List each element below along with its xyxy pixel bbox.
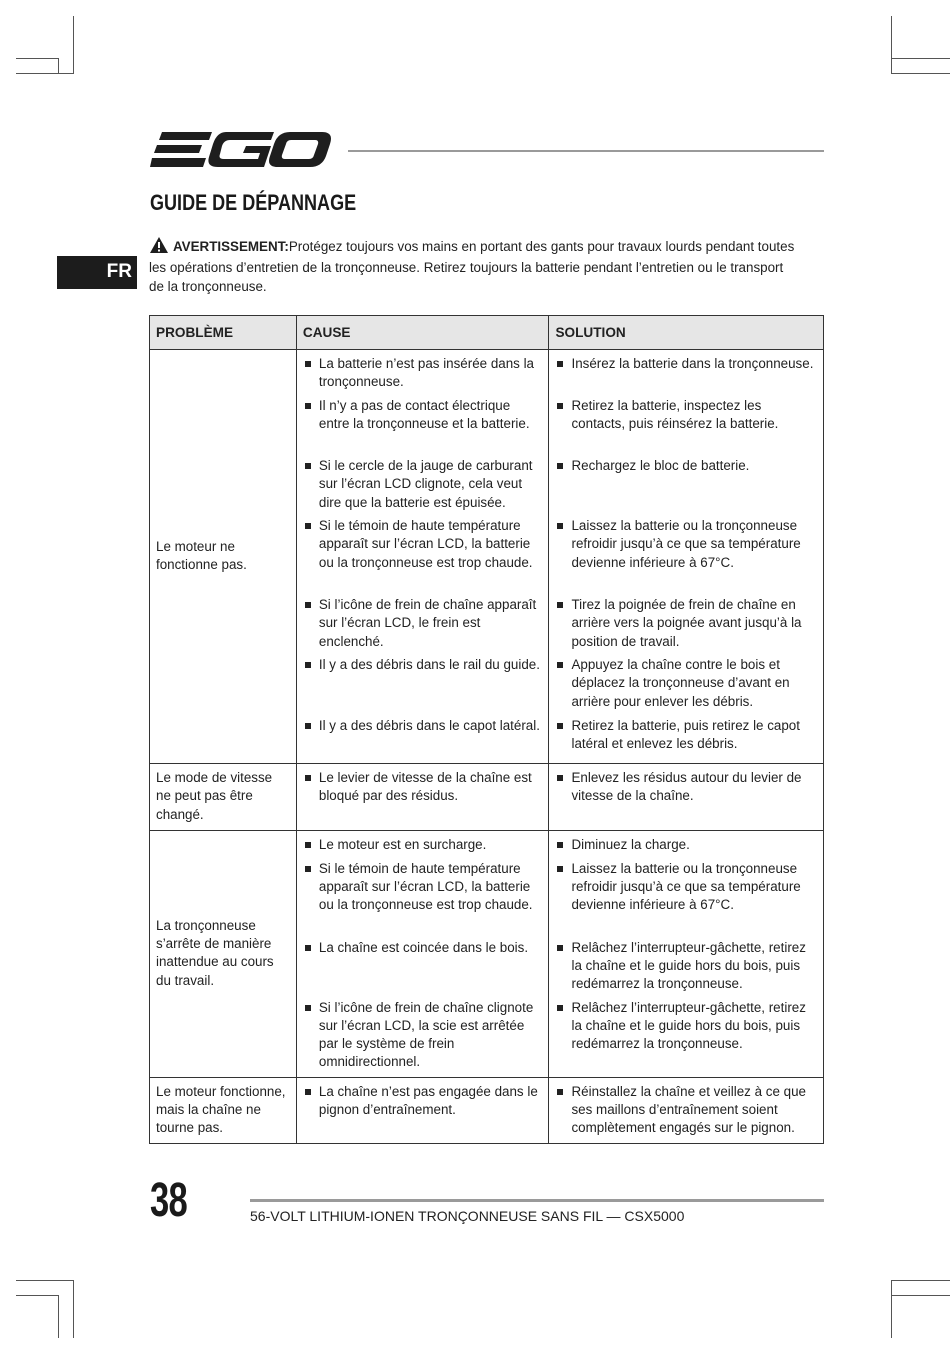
solution-cell [549,350,824,764]
footer-product-name: 56-VOLT LITHIUM-IONEN TRONÇONNEUSE SANS FIL — CSX5000 [250,1208,685,1224]
page-number: 38 [150,1174,188,1227]
list-item: Retirez la batterie, puis retirez le capot latéral et enlevez les débris. [555,717,817,757]
list-item: Réinstallez la chaîne et veillez à ce que ses maillons d’entraînement soient complètement engagés sur le pignon. [555,1083,817,1138]
crop-mark [16,73,74,74]
crop-mark [891,73,950,74]
cause-cell [296,830,549,1077]
solution-cell [549,830,824,1077]
cause-cell [296,1077,549,1144]
cause-cell [296,764,549,831]
list-item: Si l’icône de frein de chaîne clignote sur l’écran LCD, la scie est arrêtée par le système de frein omnidirectionnel. [303,999,543,1071]
crop-mark [58,1295,59,1338]
crop-mark [73,1280,74,1338]
problem-cell: Le moteur ne fonctionne pas. [150,350,297,764]
list-item: Retirez la batterie, inspectez les contacts, puis réinsérez la batterie. [555,397,817,457]
crop-mark [16,1295,58,1296]
list-item: Relâchez l’interrupteur-gâchette, retirez la chaîne et le guide hors du bois, puis redémarrez la tronçonneuse. [555,999,817,1071]
crop-mark [16,58,58,59]
crop-mark [58,58,59,74]
table-row [150,1077,824,1144]
list-item: Laissez la batterie ou la tronçonneuse refroidir jusqu’à ce que sa température devienne inférieure à 67°C. [555,860,817,939]
warning-label: AVERTISSEMENT: [173,239,289,254]
crop-mark [891,16,892,74]
crop-mark [73,16,74,74]
list-item: Diminuez la charge. [555,836,817,860]
crop-mark [891,1280,892,1338]
table-row [150,764,824,831]
list-item: La batterie n’est pas insérée dans la tronçonneuse. [303,355,543,397]
problem-cell: Le moteur fonctionne, mais la chaîne ne tourne pas. [150,1077,297,1144]
list-item: Le levier de vitesse de la chaîne est bloqué par des résidus. [303,769,543,805]
list-item: Rechargez le bloc de batterie. [555,457,817,517]
ego-logo [150,130,332,170]
list-item: Il n’y a pas de contact électrique entre la tronçonneuse et la batterie. [303,397,543,457]
solution-cell [549,1077,824,1144]
footer-rule [250,1199,824,1202]
list-item: Laissez la batterie ou la tronçonneuse refroidir jusqu’à ce que sa température devienne inférieure à 67°C. [555,517,817,596]
list-item: Il y a des débris dans le rail du guide. [303,656,543,717]
list-item: Enlevez les résidus autour du levier de vitesse de la chaîne. [555,769,817,805]
header-cause: CAUSE [296,316,549,350]
list-item: Si l’icône de frein de chaîne apparaît sur l’écran LCD, le frein est enclenché. [303,596,543,656]
table-header-row [150,316,824,350]
header-solution: SOLUTION [549,316,824,350]
table-row [150,830,824,1077]
crop-mark [16,1280,74,1281]
warning-triangle-icon [149,236,169,259]
solution-cell [549,764,824,831]
list-item: Si le témoin de haute température apparaît sur l’écran LCD, la batterie ou la tronçonneuse est trop chaude. [303,517,543,596]
list-item: Le moteur est en surcharge. [303,836,543,860]
page-title: GUIDE DE DÉPANNAGE [150,190,357,215]
problem-cell: Le mode de vitesse ne peut pas être changé. [150,764,297,831]
header-rule [348,150,824,152]
warning-block [149,236,799,296]
list-item: Insérez la batterie dans la tronçonneuse. [555,355,817,397]
crop-mark [891,1295,950,1296]
table-row [150,350,824,764]
warning-text: Protégez toujours vos mains en portant des gants pour travaux lourds pendant toutes les opérations d’entretien de la tronçonneuse. Retirez toujours la batterie pendant l’entretien ou le transport de la tronçonneuse. [149,239,795,294]
language-tab-label: FR [106,261,132,282]
list-item: Si le témoin de haute température apparaît sur l’écran LCD, la batterie ou la tronçonneuse est trop chaude. [303,860,543,939]
list-item: Relâchez l’interrupteur-gâchette, retirez la chaîne et le guide hors du bois, puis redémarrez la tronçonneuse. [555,939,817,999]
list-item: La chaîne n’est pas engagée dans le pignon d’entraînement. [303,1083,543,1119]
crop-mark [891,1280,950,1281]
cause-cell [296,350,549,764]
problem-cell: La tronçonneuse s’arrête de manière inattendue au cours du travail. [150,830,297,1077]
list-item: Si le cercle de la jauge de carburant sur l’écran LCD clignote, cela veut dire que la batterie est épuisée. [303,457,543,517]
language-tab [57,256,137,289]
crop-mark [891,58,950,59]
list-item: Il y a des débris dans le capot latéral. [303,717,543,757]
header-problem: PROBLÈME [150,316,297,350]
list-item: Tirez la poignée de frein de chaîne en arrière vers la poignée avant jusqu’à la position de travail. [555,596,817,656]
list-item: Appuyez la chaîne contre le bois et déplacez la tronçonneuse d’avant en arrière pour enlever les débris. [555,656,817,717]
list-item: La chaîne est coincée dans le bois. [303,939,543,999]
troubleshooting-table [149,315,824,1144]
